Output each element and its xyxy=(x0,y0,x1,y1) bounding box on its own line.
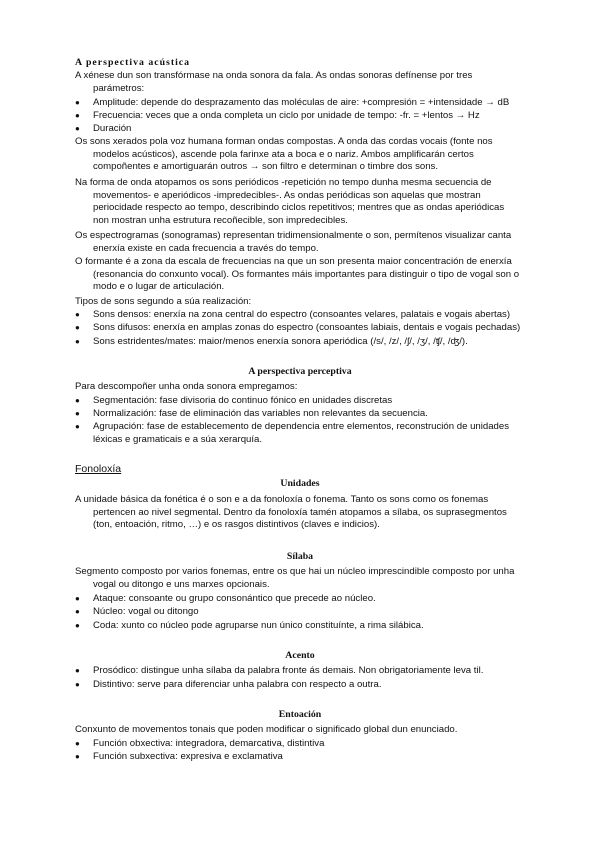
list-item-text: Distintivo: serve para diferenciar unha palabra con respecto a outra. xyxy=(93,679,382,690)
paragraph-sound-types-intro: Tipos de sons segundo a súa realización: xyxy=(75,296,252,307)
bullet-icon: ● xyxy=(75,739,80,748)
list-item-text: Sons difusos: enerxía en amplas zonas do espectro (consoantes labiais, dentais e vogais pechadas) xyxy=(93,322,521,333)
list-item-text: Normalización: fase de eliminación das variables non relevantes da secuencia. xyxy=(93,408,428,419)
paragraph-perceptual-intro: Para descompoñer unha onda sonora empregamos: xyxy=(75,381,298,392)
bullet-icon: ● xyxy=(75,666,80,675)
bullet-icon: ● xyxy=(75,422,80,431)
text-line: vogal ou ditongo e uns marxes opcionais. xyxy=(93,578,270,590)
text-line: A unidade básica da fonética é o son e a da fonoloxía o fonema. Tanto os sons como os fonemas xyxy=(75,494,489,505)
text-line: modo e o lugar de articulación. xyxy=(93,281,225,293)
text-line: léxicas e gramaticais e a súa xerarquía. xyxy=(93,433,263,445)
list-item-text: Ataque: consoante ou grupo consonántico que precede ao núcleo. xyxy=(93,593,376,604)
text-line: O formante é a zona da escala de frecuencias na que un son presenta maior concentración de enerxía xyxy=(75,256,512,267)
list-item-text: Función obxectiva: integradora, demarcativa, distintiva xyxy=(93,738,325,749)
subheading-intonation: Entoación xyxy=(278,709,322,720)
paragraph-periodic-sounds xyxy=(75,177,545,227)
text-line: parámetros: xyxy=(93,82,145,94)
list-item-text: Prosódico: distingue unha sílaba da palabra fronte ás demais. Non obrigatoriamente leva til. xyxy=(93,665,484,676)
section-heading-acoustic: A perspectiva acústica xyxy=(75,57,191,68)
bullet-icon: ● xyxy=(75,409,80,418)
bullet-icon: ● xyxy=(75,607,80,616)
list-item-text: Frecuencia: veces que a onda completa un ciclo por unidade de tempo: -fr. = +lentos → Hz xyxy=(93,110,480,121)
bullet-icon: ● xyxy=(75,594,80,603)
list-item-text: Núcleo: vogal ou ditongo xyxy=(93,606,199,617)
text-line: non mostran unha estrutura recoñecible, son impredecibles. xyxy=(93,214,348,226)
bullet-icon: ● xyxy=(75,680,80,689)
bullet-icon: ● xyxy=(75,310,80,319)
text-line: Segmento composto por varios fonemas, entre os que hai un núcleo imprescindible composto por unha xyxy=(75,566,515,577)
text-line: movementos- e aperiódicos -impredecibles-. As ondas periódicas son aquelas que mostran xyxy=(93,189,481,201)
section-heading-perceptual: A perspectiva perceptiva xyxy=(248,366,352,377)
text-line: modelos acústicos), ascende pola farinxe ata a boca e o nariz. Ambos amplificarán certos xyxy=(93,148,474,160)
list-item-text: Segmentación: fase divisoria do continuo fónico en unidades discretas xyxy=(93,395,393,406)
bullet-icon: ● xyxy=(75,323,80,332)
text-line: Os espectrogramas (sonogramas) representan tridimensionalmente o son, permítenos visualizar canta xyxy=(75,230,512,241)
paragraph-compound-waves xyxy=(75,136,545,174)
text-line: pertencen ao nivel segmental. Dentro da fonoloxía tamén atopamos a sílaba, os suprasegmentos xyxy=(93,506,507,518)
bullet-icon: ● xyxy=(75,98,80,107)
list-item-text: Sons estridentes/mates: maior/menos enerxía sonora aperiódica (/s/, /z/, /ʃ/, /ʒ/, /ʧ/, /ʤ/). xyxy=(93,336,468,347)
list-item-text: Amplitude: depende do desprazamento das moléculas de aire: +compresión = +intensidade → dB xyxy=(93,97,510,108)
text-line: (resonancia do conxunto vocal). Os formantes máis importantes para distinguir o tipo de vogal son o xyxy=(93,268,520,280)
paragraph-units xyxy=(75,494,545,532)
text-line: (ton, entoación, ritmo, …) e os rasgos distintivos (claves e indicios). xyxy=(93,519,380,531)
paragraph-spectrograms xyxy=(75,230,545,255)
text-line: Os sons xerados pola voz humana forman ondas compostas. A onda das cordas vocais (fonte nos xyxy=(75,136,493,147)
bullet-icon: ● xyxy=(75,396,80,405)
section-heading-phonology: Fonoloxía xyxy=(75,463,122,475)
list-item-text: Función subxectiva: expresiva e exclamativa xyxy=(93,751,283,762)
paragraph-intonation: Conxunto de movementos tonais que poden modificar o significado global dun enunciado. xyxy=(75,724,458,735)
subheading-accent: Acento xyxy=(285,650,315,661)
text-line: Na forma de onda atopamos os sons periódicos -repetición no tempo dunha mesma secuencia de xyxy=(75,177,492,188)
list-item-text: Sons densos: enerxía na zona central do espectro (consoantes velares, palatais e vogais abertas) xyxy=(93,309,511,320)
text-line: enerxía existe en cada frecuencia a través do tempo. xyxy=(93,242,319,254)
bullet-icon: ● xyxy=(75,621,80,630)
paragraph-syllable xyxy=(75,566,545,591)
list-item-text: Duración xyxy=(93,123,132,134)
bullet-icon: ● xyxy=(75,111,80,120)
bullet-icon: ● xyxy=(75,337,80,346)
paragraph-acoustic-intro xyxy=(75,70,545,95)
subheading-units: Unidades xyxy=(280,478,320,489)
list-item-text: Coda: xunto co núcleo pode agruparse nun único constituínte, a rima silábica. xyxy=(93,620,424,631)
text-line: compoñentes e amortiguarán outros → son filtro e determinan o timbre dos sons. xyxy=(93,161,439,173)
list-item-text xyxy=(93,421,545,446)
bullet-icon: ● xyxy=(75,124,80,133)
subheading-syllable: Sílaba xyxy=(286,551,314,562)
text-line: periocidade respecto ao tempo, describindo ciclos repetitivos; mentres que as ondas aperiódicas xyxy=(93,202,505,214)
bullet-icon: ● xyxy=(75,752,80,761)
text-line: Agrupación: fase de establecemento de dependencia entre elementos, reconstrución de unidades xyxy=(93,421,510,432)
paragraph-formant xyxy=(75,256,545,294)
text-line: A xénese dun son transfórmase na onda sonora da fala. As ondas sonoras defínense por tres xyxy=(75,70,473,81)
